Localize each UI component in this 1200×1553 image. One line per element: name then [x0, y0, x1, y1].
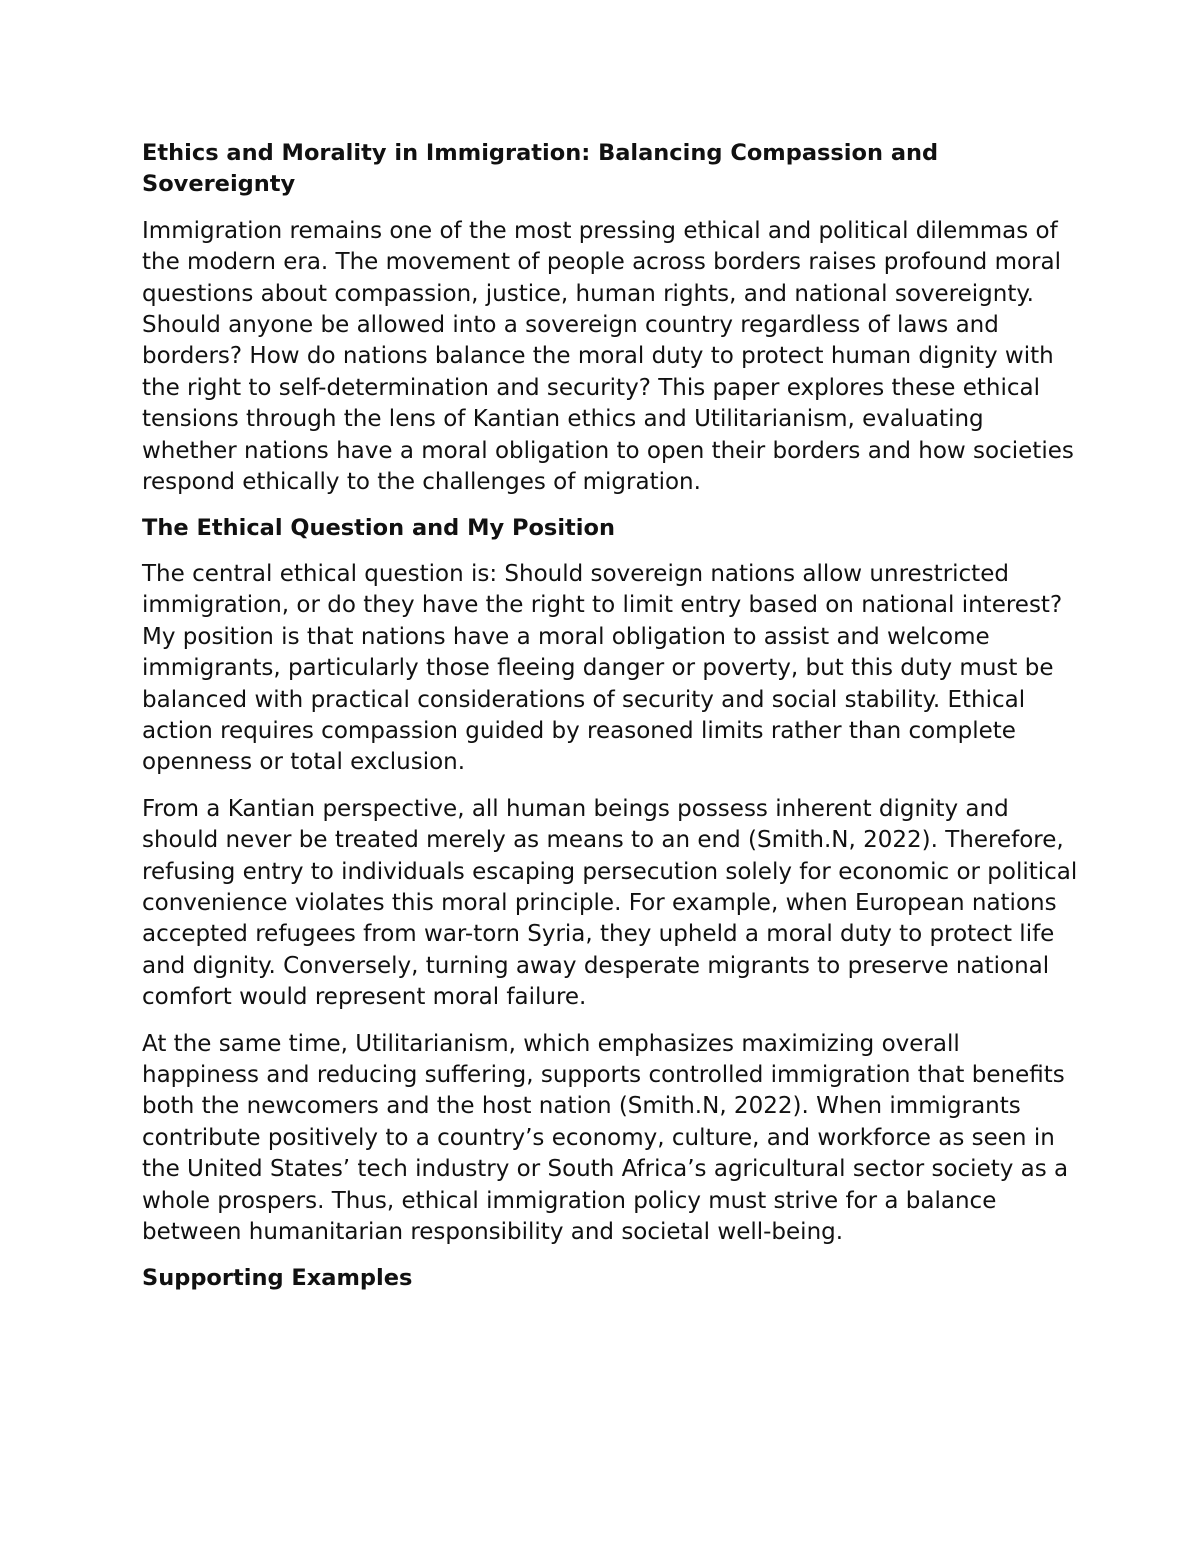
- document-page: [142, 138, 1082, 1309]
- section-heading-supporting-examples: Supporting Examples: [142, 1265, 413, 1292]
- position-paragraph: My position is that nations have a moral obligation to assist and welcome immigrants, particularly those fleeing danger or poverty, but this duty must be balanced with practical considerations of security and social stability. Ethical action requires compassion guided by reasoned limits rather than complete openness or total exclusion.: [142, 623, 1054, 776]
- intro-paragraph: Immigration remains one of the most pressing ethical and political dilemmas of the modern era. The movement of people across borders raises profound moral questions about compassion, justice, human rights, and national sovereignty. Should anyone be allowed into a sovereign country regardless of laws and borders? How do nations balance the moral duty to protect human dignity with the right to self-determination and security? This paper explores these ethical tensions through the lens of Kantian ethics and Utilitarianism, evaluating whether nations have a moral obligation to open their borders and how societies respond ethically to the challenges of migration.: [142, 217, 1074, 496]
- utilitarian-paragraph: At the same time, Utilitarianism, which emphasizes maximizing overall happiness and reducing suffering, supports controlled immigration that benefits both the newcomers and the host nation (Smith.N, 2022). When immigrants contribute positively to a country’s economy, culture, and workforce as seen in the United States’ tech industry or South Africa’s agricultural sector society as a whole prospers. Thus, ethical immigration policy must strive for a balance between humanitarian responsibility and societal well-being.: [142, 1030, 1069, 1245]
- ethical-question-paragraph: The central ethical question is: Should sovereign nations allow unrestricted immigration, or do they have the right to limit entry based on national interest?: [142, 560, 1063, 619]
- kantian-paragraph: From a Kantian perspective, all human beings possess inherent dignity and should never be treated merely as means to an end (Smith.N, 2022). Therefore, refusing entry to individuals escaping persecution solely for economic or political convenience violates this moral principle. For example, when European nations accepted refugees from war-torn Syria, they upheld a moral duty to protect life and dignity. Conversely, turning away desperate migrants to preserve national comfort would represent moral failure.: [142, 795, 1078, 1011]
- document-title: Ethics and Morality in Immigration: Balancing Compassion and Sovereignty: [142, 140, 939, 198]
- section-heading-ethical-question: The Ethical Question and My Position: [142, 515, 615, 542]
